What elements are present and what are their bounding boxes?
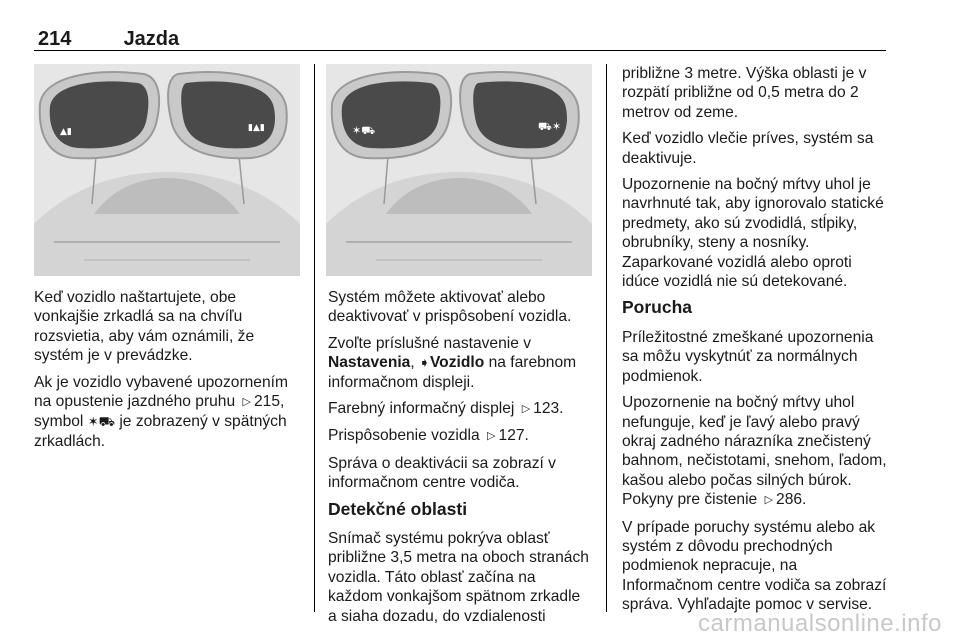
header-rule xyxy=(34,50,886,51)
arrow-right-icon: ➧ xyxy=(419,355,430,371)
paragraph: V prípade poruchy systému alebo ak systém z dôvodu prechodných podmienok nepracuje, na Informačnom centre vodiča sa zobrazí správa. Vyhľadajte pomoc v servise. xyxy=(622,518,887,614)
paragraph: Prispôsobenie vozidla ▷ 127. xyxy=(328,426,590,446)
mirror-illustration-startup xyxy=(34,64,300,276)
paragraph: Farebný informačný displej ▷ 123. xyxy=(328,399,590,419)
paragraph: Príležitostné zmeškané upozornenia sa môžu vyskytnúť za normálnych podmienok. xyxy=(622,328,874,385)
section-heading: Porucha xyxy=(622,297,693,318)
page-header xyxy=(38,28,179,51)
column-1 xyxy=(34,288,302,458)
section-heading: Detekčné oblasti xyxy=(328,498,468,519)
page-reference[interactable]: 286. xyxy=(776,491,807,509)
column-divider-2 xyxy=(606,64,607,612)
paragraph: Ak je vozidlo vybavené upozornením na opustenie jazdného pruhu ▷ 215, symbol ✶⛟ je zobrazený v spätných zrkadlách. xyxy=(34,373,288,450)
paragraph: Upozornenie na bočný mŕtvy uhol nefunguje, keď je ľavý alebo pravý okraj zadného nárazníka znečistený bahnom, nečistotami, snehom, ľadom, kašou alebo počas silných búrok. Pokyny pre čistenie ▷ 286. xyxy=(622,393,888,510)
paragraph: Systém môžete aktivovať alebo deaktivovať v prispôsobení vozidla. xyxy=(328,289,572,326)
paragraph: Zvoľte príslušné nastavenie v Nastavenia, ➧Vozidlo na farebnom informačnom displeji. xyxy=(328,334,577,391)
column-divider-1 xyxy=(314,64,315,612)
menu-path-settings: Nastavenia xyxy=(328,354,411,372)
paragraph: Upozornenie na bočný mŕtvy uhol je navrhnuté tak, aby ignorovalo statické predmety, ako sú zvodidlá, stĺpiky, obrubníky, steny a nosníky. Zaparkované vozidlá alebo oproti idúce vozidlá nie sú detekované. xyxy=(622,176,884,291)
paragraph: Snímač systému pokrýva oblasť približne 3,5 metra na oboch stranách vozidla. Táto oblasť začína na každom vonkajšom spätnom zrkadle a siaha dozadu, do vzdialenosti xyxy=(328,530,589,625)
svg-text:✶⛟: ✶⛟ xyxy=(352,124,376,137)
menu-path-vehicle: Vozidlo xyxy=(429,354,485,372)
car-warning-icon: ✶⛟ xyxy=(87,414,115,430)
column-2 xyxy=(328,288,590,633)
paragraph: Keď vozidlo vlečie príves, systém sa deaktivuje. xyxy=(622,130,874,167)
mirror-illustration-warning xyxy=(326,64,592,276)
paragraph: Keď vozidlo naštartujete, obe vonkajšie zrkadlá sa na chvíľu rozsvietia, aby vám oznámili, že systém je v prevádzke. xyxy=(34,289,255,365)
column-3 xyxy=(622,64,888,622)
page-reference[interactable]: 123. xyxy=(533,400,564,418)
paragraph: Správa o deaktivácii sa zobrazí v informačnom centre vodiča. xyxy=(328,454,556,492)
svg-text:⛟✶: ⛟✶ xyxy=(538,120,562,133)
triangle-right-icon: ▷ xyxy=(521,403,531,416)
triangle-right-icon: ▷ xyxy=(242,396,251,409)
triangle-right-icon: ▷ xyxy=(764,494,774,507)
page-reference[interactable]: 127. xyxy=(498,427,529,445)
watermark: carmanualsonline.info xyxy=(698,610,942,637)
paragraph: približne 3 metre. Výška oblasti je v rozpätí približne od 0,5 metra do 2 metrov od zeme. xyxy=(622,65,867,121)
triangle-right-icon: ▷ xyxy=(487,430,496,443)
page-reference[interactable]: 215, xyxy=(253,393,285,411)
svg-text:▮▲▮: ▮▲▮ xyxy=(248,123,265,133)
page-number: 214 xyxy=(38,28,72,50)
svg-text:▲▮: ▲▮ xyxy=(60,127,72,137)
section-title: Jazda xyxy=(123,28,180,50)
